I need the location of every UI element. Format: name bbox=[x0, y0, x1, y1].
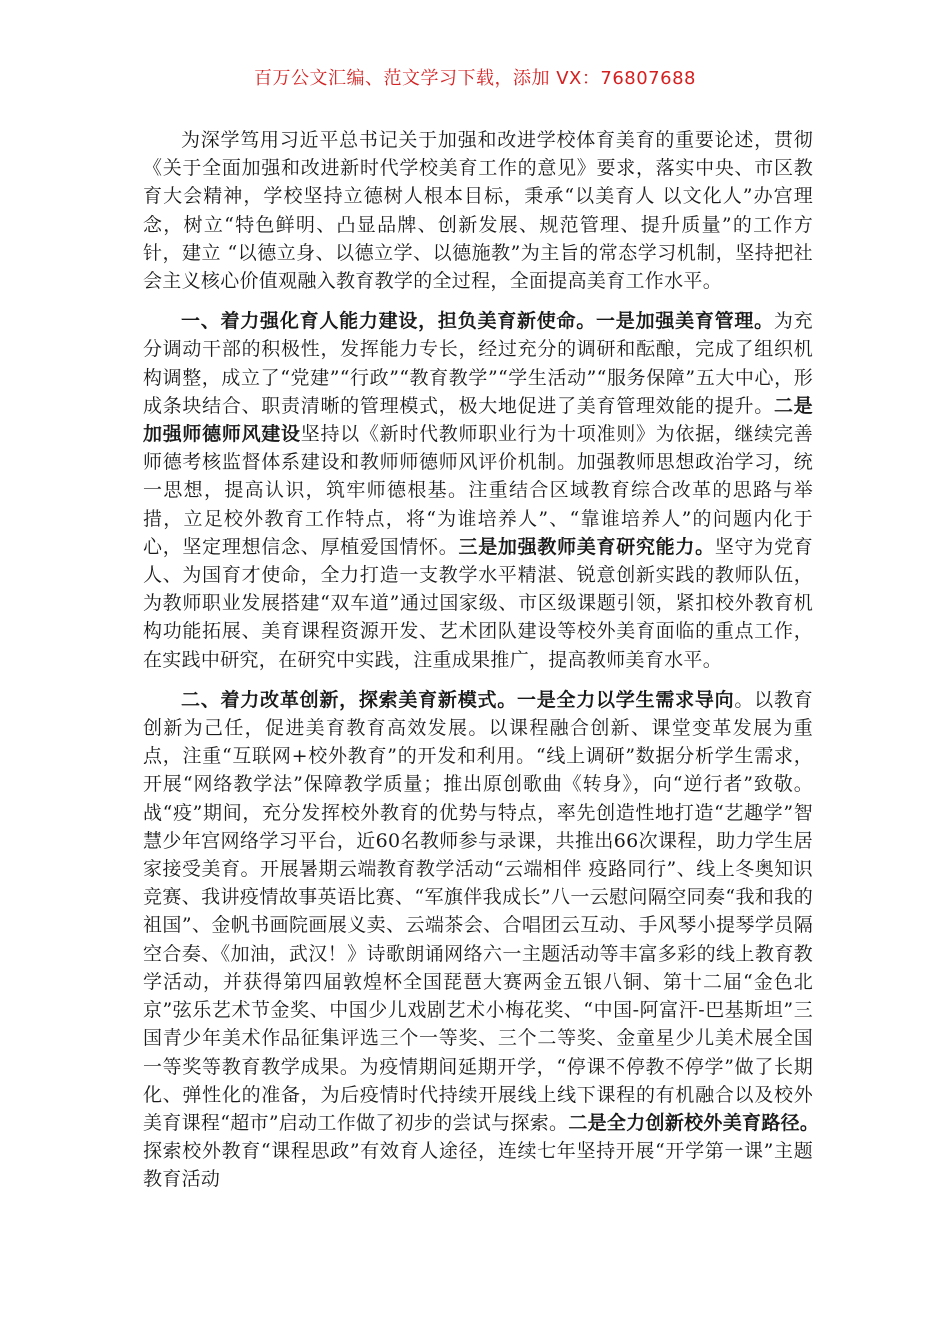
section1-item2-title: 二是加强师德师风建设 bbox=[143, 394, 813, 446]
section2-paragraph bbox=[143, 686, 830, 1194]
section1-paragraph bbox=[143, 307, 813, 674]
intro-paragraph bbox=[143, 126, 813, 295]
section1-item1-text: 为充分调动干部的积极性，发挥能力专长，经过充分的调研和酝酿，完成了组织机构调整，成立了“党建”“行政”“教育教学”“学生活动”“服务保障”五大中心，形成条块结合、职责清晰的管理模式，极大地促进了美育管理效能的提升。 bbox=[143, 310, 813, 417]
watermark-header: 百万公文汇编、范文学习下载，添加 VX：76807688 bbox=[254, 68, 696, 89]
section2-item1-text: 。以教育创新为己任，促进美育教育高效发展。以课程融合创新、课堂变革发展为重点，注重“互联网+校外教育”的开发和利用。“线上调研”数据分析学生需求，开展“网络教学法”保障教学质量；推出原创歌曲《转身》，向“逆行者”致敬。战“疫”期间，充分发挥校外教育的优势与特点，率先创造性地打造“艺趣学”智慧少年宫网络学习平台，近60名教师参与录课，共推出66次课程，助力学生居家接受美育。开展暑期云端教育教学活动“云端相伴 疫路同行”、线上冬奥知识竞赛、我讲疫情故事英语比赛、“军旗伴我成长”八一云慰问隔空同奏“我和我的祖国”、金帆书画院画展义卖、云端茶会、合唱团云互动、手风琴小提琴学员隔空合奏、《加油，武汉！》诗歌朗诵网络六一主题活动等丰富多彩的线上教育教学活动，并获得第四届敦煌杯全国琵琶大赛两金五银八铜、第十二届“金色北京”弦乐艺术节金奖、中国少儿戏剧艺术小梅花奖、“中国-阿富汗-巴基斯坦”三国青少年美术作品征集评选三个一等奖、三个二等奖、金童星少儿美术展全国一等奖等教育教学成果。为疫情期间延期开学，“停课不停教不停学”做了长期化、弹性化的准备，为后疫情时代持续开展线上线下课程的有机融合以及校外美育课程“超市”启动工作做了初步的尝试与探索。 bbox=[143, 688, 813, 1134]
section2-item2-text: 探索校外教育“课程思政”有效育人途径，连续七年坚持开展“开学第一课”主题教育活动 bbox=[143, 1111, 830, 1191]
section1-item3-text: 坚守为党育人、为国育才使命，全力打造一支教学水平精湛、锐意创新实践的教师队伍，为教师职业发展搭建“双车道”通过国家级、市区级课题引领，紧扣校外教育机构功能拓展、美育课程资源开发、艺术团队建设等校外美育面临的重点工作，在实践中研究，在研究中实践，注重成果推广，提高教师美育水平。 bbox=[143, 535, 813, 671]
section2-heading: 二、着力改革创新，探索美育新模式。 bbox=[181, 688, 517, 711]
document-body bbox=[143, 126, 830, 1194]
section1-item3-title: 三是加强教师美育研究能力。 bbox=[458, 535, 715, 558]
section2-item2-title: 二是全力创新校外美育路径。 bbox=[568, 1111, 810, 1134]
section1-heading: 一、着力强化育人能力建设，担负美育新使命。 bbox=[181, 310, 597, 333]
section2-item1-title: 一是全力以学生需求导向 bbox=[516, 688, 735, 711]
section1-item2-text: 坚持以《新时代教师职业行为十项准则》为依据，继续完善师德考核监督体系建设和教师师德师风评价机制。加强教师思想政治学习，统一思想，提高认识，筑牢师德根基。注重结合区域教育综合改革的思路与举措，立足校外教育工作特点，将“为谁培养人”、“靠谁培养人”的问题内化于心，坚定理想信念、厚植爱国情怀。 bbox=[143, 423, 813, 558]
intro-text: 为深学笃用习近平总书记关于加强和改进学校体育美育的重要论述，贯彻《关于全面加强和改进新时代学校美育工作的意见》要求，落实中央、市区教育大会精神，学校坚持立德树人根本目标，秉承“以美育人 以文化人”办宫理念，树立“特色鲜明、凸显品牌、创新发展、规范管理、提升质量”的工作方针，建立 “以德立身、以德立学、以德施教”为主旨的常态学习机制，坚持把社会主义核心价值观融入教育教学的全过程，全面提高美育工作水平。 bbox=[143, 129, 813, 293]
section1-item1-title: 一是加强美育管理。 bbox=[596, 310, 774, 333]
